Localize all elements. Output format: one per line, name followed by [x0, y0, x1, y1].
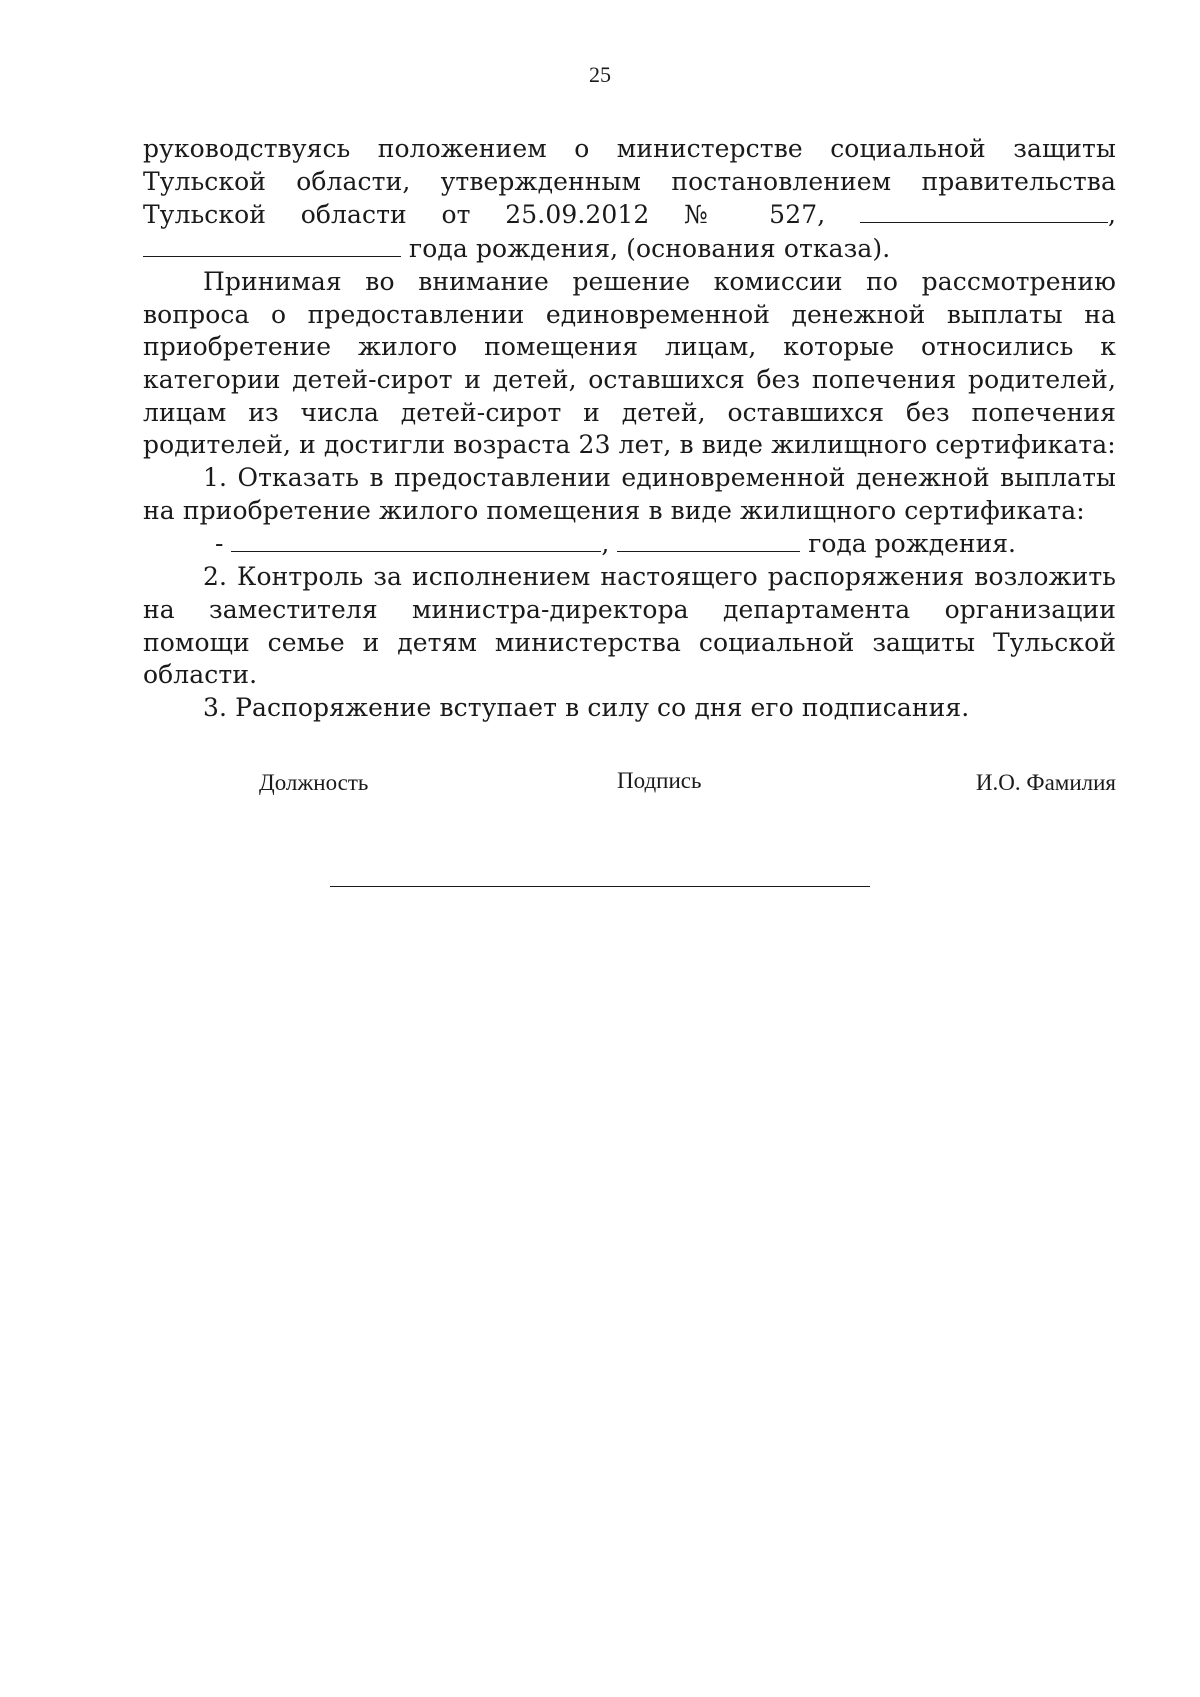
fill-in-blank-full-name: [860, 198, 1108, 223]
list-item-refusal-person: [143, 527, 1116, 561]
signature-name-label: И.О. Фамилия: [975, 770, 1116, 795]
fill-in-blank-person-name: [231, 527, 601, 552]
fill-in-blank-person-birth-date: [617, 527, 800, 552]
document-body: [143, 133, 1116, 725]
preamble-text-end: года рождения, (основания отказа).: [409, 234, 891, 264]
preamble-separator: ,: [1107, 200, 1116, 230]
page-number: 25: [589, 62, 611, 87]
dash-separator: ,: [601, 529, 610, 559]
signature-label: Подпись: [617, 768, 702, 793]
separator-line: [330, 886, 870, 887]
paragraph-preamble: [143, 133, 1116, 266]
dash-suffix-text: года рождения.: [808, 529, 1016, 559]
paragraph-commission-decision: Принимая во внимание решение комиссии по рассмотрению вопроса о предоставлении единовременной денежной выплаты на приобретение жилого помещения лицам, которые относились к категории детей-сирот и детей, оставшихся без попечения родителей, лицам из числа детей-сирот и детей, оставшихся без попечения родителей, и достигли возраста 23 лет, в виде жилищного сертификата:: [143, 266, 1116, 460]
preamble-text-start: руководствуясь положением о министерстве социальной защиты Тульской области, утвержденным постановлением правительства Тульской области от 25.09.2012 № 527,: [143, 134, 1116, 230]
signature-block: [143, 770, 1116, 802]
paragraph-item-1: 1. Отказать в предоставлении единовременной денежной выплаты на приобретение жилого помещения в виде жилищного сертификата:: [143, 463, 1116, 525]
dash-marker: -: [215, 529, 224, 559]
paragraph-item-3: 3. Распоряжение вступает в силу со дня его подписания.: [203, 692, 970, 722]
fill-in-blank-birth-date: [143, 232, 401, 257]
signature-position-label: Должность: [259, 770, 369, 795]
paragraph-item-2: 2. Контроль за исполнением настоящего распоряжения возложить на заместителя министра-директора департамента организации помощи семье и детям министерства социальной защиты Тульской области.: [143, 562, 1116, 690]
